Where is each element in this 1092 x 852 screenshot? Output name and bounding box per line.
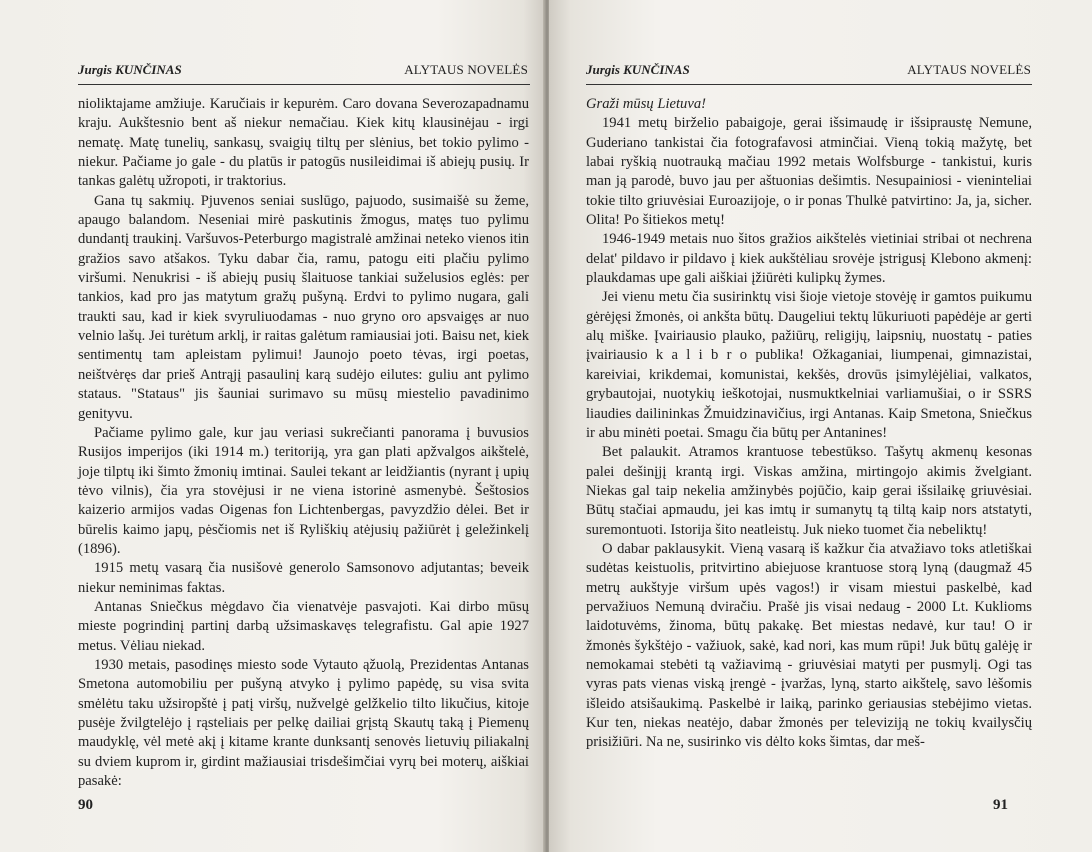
running-head <box>78 62 528 82</box>
paragraph: 1941 metų birželio pabaigoje, gerai išsimaudę ir išsipraustę Nemune, Guderiano tankistai čia fotografavosi atminčiai. Vieną tokią mažytę, bet labai ryškią nuotrauką mačiau 1992 metais Wolfsburge - tankistui, kuris man ją parodė, buvo jau per aštuonias dešimtis. Nesupainiosi - vieninteliai tokie tilto griuvėsiai Euroazijoje, o ir ponas Thulkė patvirtino: Ja, ja, sicher. Olita! Po šitiekos metų! <box>586 115 1032 229</box>
running-head-author: Jurgis KUNČINAS <box>586 62 690 77</box>
page-number: 90 <box>78 797 93 813</box>
paragraph: Gana tų sakmių. Pjuvenos seniai suslūgo, pajuodo, susimaišė su žeme, apaugo balandom. Neseniai mirė paskutinis žmogus, matęs tuo pylimu dundantį traukinį. Varšuvos-Peterburgo magistralė amžinai neteko vienos itin gražios savo atšakos. Tyku dabar čia, ramu, patogu eiti plačiu pylimo viršumi. Nenukrisi - iš abiejų pusių šlaituose tankiai suželusios eglės: per tankios, kad pro jas matytum gražų pušyną. Erdvi to pylimo nugara, gali traukti sau, kad ir kiek svyruliuodamas - nuo gryno oro apsvaigęs ar nuo velnio lašų. Jei turėtum arklį, ir raitas galėtum ramiausiai joti. Baisu net, kiek sentimentų tam apleistam pylimui! Jaunojo poeto tėvas, irgi poetas, neištvėręs dar prieš Antrąjį pasaulinį karą sudėjo eilutes: guliu ant pylimo stataus. "Stataus" jis šauniai surimavo su mūsų miestelio pavadinimo genityvu. <box>78 192 529 422</box>
running-head-book-title: ALYTAUS NOVELĖS <box>907 62 1031 77</box>
body-text <box>586 95 1032 753</box>
paragraph: 1915 metų vasarą čia nusišovė generolo Samsonovo adjutantas; beveik niekur neminimas faktas. <box>78 560 529 596</box>
running-head-book-title: ALYTAUS NOVELĖS <box>404 62 528 77</box>
left-page <box>0 0 545 852</box>
paragraph: nioliktajame amžiuje. Karučiais ir kepurėm. Caro dovana Severozapadnamu kraju. Aukštesnio bent aš niekur nemačiau. Kiek kitų klausinėjau - irgi nematę. Matę tunelių, sankasų, svaigių tiltų per slėnius, bet tokio pylimo - niekur. Pačiame jo gale - du platūs ir patogūs nusileidimai iš abiejų pusių. Ir tankas galėtų užropoti, ir traktorius. <box>78 96 529 190</box>
page-number: 91 <box>993 797 1008 813</box>
paragraph: 1930 metais, pasodinęs miesto sode Vytauto ąžuolą, Prezidentas Antanas Smetona automobiliu per pušyną atvyko į pylimo papėdę, su visa svita smėlėtu taku užsiropštė į patį viršų, nužvelgė gelžkelio tilto likučius, kitoje pusėje žvilgtelėjo į rąsteliais per pelkę dailiai grįstą Skautų taką į Piemenų maudyklę, vėl metė akį į kitame krante dunksantį senovės lietuvių piliakalnį su dviem kuprom ir, girdint mažiausiai trisdešimčiai vyrų bei moterų, aiškiai pasakė: <box>78 656 529 790</box>
paragraph: Jei vienu metu čia susirinktų visi šioje vietoje stovėję ir gamtos puikumu gėrėjęsi žmonės, oi ankšta būtų. Daugeliui tektų lūkuriuoti papėdėje ar gerti alų miške. Įvairiausio plauko, pažiūrų, religijų, laipsnių, nuostatų - paties įvairiausio k a l i b r o publika! Ožkaganiai, liumpenai, gimnazistai, kareiviai, krikdemai, komunistai, kekšės, drovūs įsimylėjėliai, valkatos, grybautojai, nuotykių ieškotojai, nusmuktkelniai varliamušiai, o ir SSRS liaudies dailininkas Žmuidzinavičius, irgi Antanas. Kaip Smetona, Sniečkus ir abu minėti poetai. Smagu čia būtų per Antanines! <box>586 289 1032 441</box>
right-page <box>549 0 1092 852</box>
paragraph: 1946-1949 metais nuo šitos gražios aikštelės vietiniai stribai ot nechrena delat' pildavo ir pildavo į kiek aukštėliau srovėje įstrigusį Klebono akmenį: plaukdamas upe gali aiškiai įžiūrėti kulipkų žymes. <box>586 231 1032 287</box>
paragraph: Bet palaukit. Atramos krantuose tebestūkso. Tašytų akmenų kesonas palei dešinįjį krantą irgi. Viskas amžina, mirtingojo akimis žvelgiant. Niekas gal taip nekelia amžinybės pojūčio, kaip gerai išsilaikę griuvėsiai. Būtų stačiai apmaudu, jei kas imtų ir sumanytų tą tiltą kaip nors atstatyti, suremontuoti. Istorija šito neatleistų. Juk nieko tuomet čia nebeliktų! <box>586 444 1032 538</box>
paragraph: Antanas Sniečkus mėgdavo čia vienatvėje pasvajoti. Kai dirbo mūsų mieste pogrindinį partinį darbą užsimaskavęs telegrafistu. Gal apie 1927 metus. Vėliau niekad. <box>78 598 529 654</box>
header-rule <box>586 84 1032 85</box>
running-head <box>586 62 1031 82</box>
header-rule <box>78 84 530 85</box>
paragraph: O dabar paklausykit. Vieną vasarą iš kažkur čia atvažiavo toks atletiškai sudėtas keistuolis, pritvirtino abiejuose krantuose storą lyną (daugmaž 45 metrų aukštyje viršum upės vagos!) ir visam miestui paskelbė, kad pervažiuos Nemuną dviračiu. Prašė jis visai nedaug - 2000 Lt. Kuklioms laidotuvėms, žinoma, būtų pakakę. Bet miestas nedavė, kur tau! O ir žmonės šykštėjo - važiuok, sakė, kad nori, kas mum rūpi! Juk būtų galėję ir nemokamai stebėti tą važiavimą - griuvėsiai matyti per pusmylį. Ogi tas vyras pats vienas viską įrengė - įvaržas, lyną, starto aikštelę, savo lėšomis išleido atsišaukimą. Paskelbė ir laiką, parinko geriausias stebėjimo vietas. Kur ten, niekas neatėjo, dabar žmonės per televiziją ne tokių kvailysčių prisižiūri. Na ne, susirinko vis dėlto koks šimtas, dar meš- <box>586 540 1032 751</box>
running-head-author: Jurgis KUNČINAS <box>78 62 182 77</box>
body-text <box>78 95 529 791</box>
paragraph: Pačiame pylimo gale, kur jau veriasi sukrečianti panorama į buvusios Rusijos imperijos (iki 1914 m.) teritoriją, yra gan plati apžvalgos aikštelė, joje tilptų iki šimto žmonių imtinai. Saulei tekant ar leidžiantis (nyrant į upių tėvo vilnis), čia yra stovėjusi ir ne viena istorinė asmenybė. Šeštosios kaizerio armijos vadas Oigenas fon Lichtenbergas, pavyzdžio dėlei. Bet ir būrelis kaimo japų, pėsčiomis net iš Ryliškių atėjusių pažiūrėt į geležinkelį (1896). <box>78 424 529 557</box>
paragraph-italic-quote: Graži mūsų Lietuva! <box>586 96 706 112</box>
